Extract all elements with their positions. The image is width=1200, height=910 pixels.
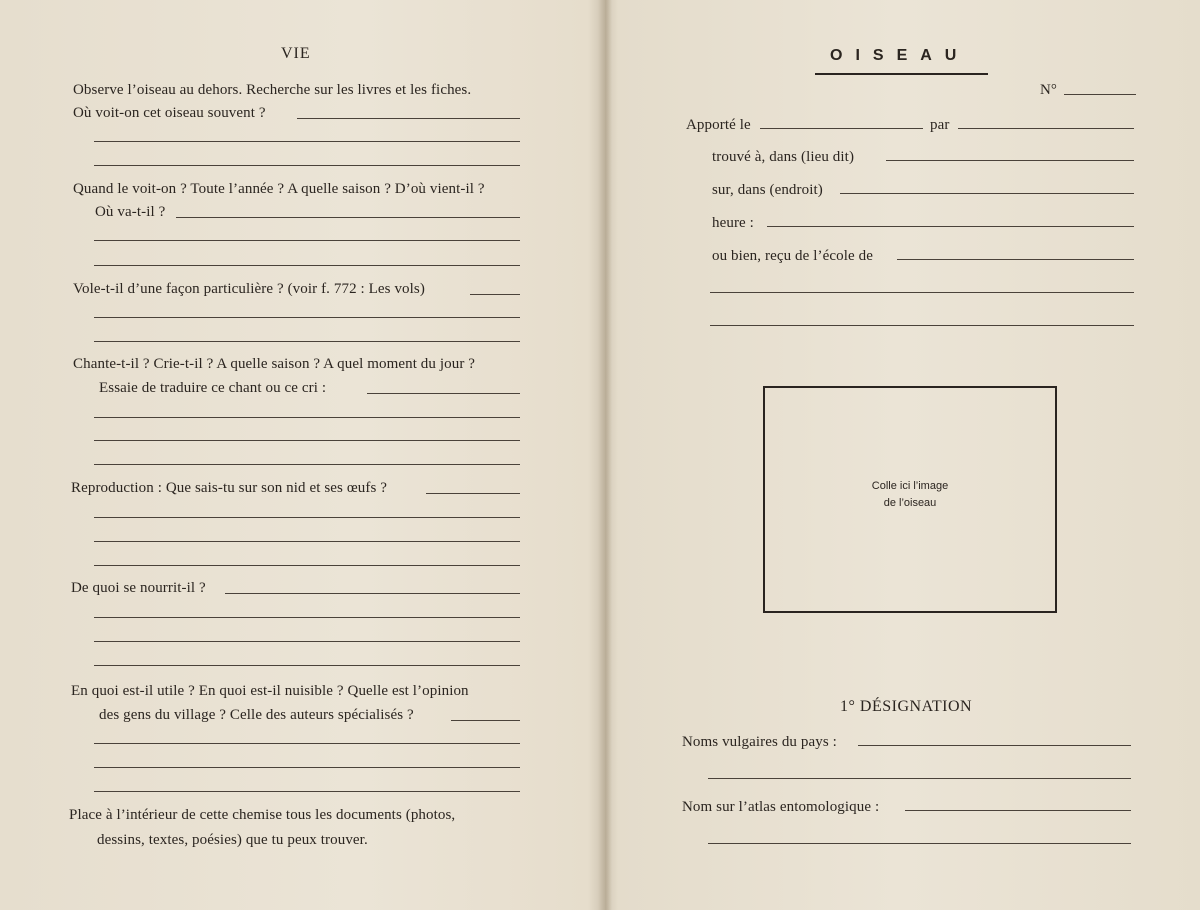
answer-line[interactable]	[94, 265, 520, 266]
answer-line[interactable]	[708, 778, 1131, 779]
hour-field[interactable]	[767, 226, 1134, 227]
question-reproduction: Reproduction : Que sais-tu sur son nid et ses œufs ?	[71, 480, 387, 496]
answer-line[interactable]	[94, 341, 520, 342]
number-label: N°	[1040, 82, 1058, 98]
page-fold	[598, 0, 612, 910]
common-names-label: Noms vulgaires du pays :	[682, 734, 837, 750]
hour-label: heure :	[712, 215, 754, 231]
question-where: Où voit-on cet oiseau souvent ?	[73, 105, 266, 121]
question-when: Quand le voit-on ? Toute l’année ? A quelle saison ? D’où vient-il ?	[73, 181, 485, 197]
answer-line[interactable]	[94, 464, 520, 465]
answer-line[interactable]	[94, 141, 520, 142]
answer-line[interactable]	[367, 393, 520, 394]
received-from-label: ou bien, reçu de l’école de	[712, 248, 873, 264]
atlas-name-field[interactable]	[905, 810, 1131, 811]
answer-line[interactable]	[297, 118, 520, 119]
answer-line[interactable]	[225, 593, 520, 594]
found-spot-label: sur, dans (endroit)	[712, 182, 823, 198]
brought-by-label: par	[930, 117, 950, 133]
answer-line[interactable]	[94, 743, 520, 744]
brought-by-field[interactable]	[958, 128, 1134, 129]
answer-line[interactable]	[176, 217, 520, 218]
question-opinion: des gens du village ? Celle des auteurs spécialisés ?	[99, 707, 414, 723]
found-place-field[interactable]	[886, 160, 1134, 161]
question-food: De quoi se nourrit-il ?	[71, 580, 206, 596]
answer-line[interactable]	[94, 165, 520, 166]
answer-line[interactable]	[94, 517, 520, 518]
question-song: Chante-t-il ? Crie-t-il ? A quelle saison ? A quel moment du jour ?	[73, 356, 476, 372]
answer-line[interactable]	[426, 493, 520, 494]
question-flight: Vole-t-il d’une façon particulière ? (voir f. 772 : Les vols)	[73, 281, 425, 297]
answer-line[interactable]	[94, 617, 520, 618]
instruction-documents-cont: dessins, textes, poésies) que tu peux trouver.	[97, 832, 368, 848]
found-spot-field[interactable]	[840, 193, 1134, 194]
brought-date-field[interactable]	[760, 128, 923, 129]
page-title-vie: VIE	[281, 45, 311, 62]
question-usefulness: En quoi est-il utile ? En quoi est-il nuisible ? Quelle est l’opinion	[71, 683, 469, 699]
answer-line[interactable]	[94, 791, 520, 792]
answer-line[interactable]	[94, 665, 520, 666]
answer-line[interactable]	[470, 294, 520, 295]
answer-line[interactable]	[710, 325, 1134, 326]
answer-line[interactable]	[708, 843, 1131, 844]
answer-line[interactable]	[710, 292, 1134, 293]
question-where-intro: Observe l’oiseau au dehors. Recherche sur les livres et les fiches.	[73, 82, 472, 98]
image-caption-cont: de l’oiseau	[883, 497, 937, 509]
title-underline	[815, 73, 988, 75]
answer-line[interactable]	[94, 240, 520, 241]
found-place-label: trouvé à, dans (lieu dit)	[712, 149, 855, 165]
question-song-translate: Essaie de traduire ce chant ou ce cri :	[99, 380, 327, 396]
received-from-field[interactable]	[897, 259, 1134, 260]
answer-line[interactable]	[94, 767, 520, 768]
answer-line[interactable]	[94, 541, 520, 542]
answer-line[interactable]	[94, 317, 520, 318]
question-where-goes: Où va-t-il ?	[95, 204, 166, 220]
atlas-name-label: Nom sur l’atlas entomologique :	[682, 799, 880, 815]
common-names-field[interactable]	[858, 745, 1131, 746]
answer-line[interactable]	[94, 440, 520, 441]
image-caption: Colle ici l’image	[871, 480, 949, 492]
brought-date-label: Apporté le	[686, 117, 751, 133]
section-heading-designation: 1° DÉSIGNATION	[840, 698, 973, 715]
page-title-oiseau: OISEAU	[830, 47, 970, 64]
answer-line[interactable]	[451, 720, 520, 721]
number-field[interactable]	[1064, 94, 1136, 95]
answer-line[interactable]	[94, 417, 520, 418]
answer-line[interactable]	[94, 565, 520, 566]
image-paste-box[interactable]	[763, 386, 1057, 613]
instruction-documents: Place à l’intérieur de cette chemise tous les documents (photos,	[69, 807, 456, 823]
answer-line[interactable]	[94, 641, 520, 642]
